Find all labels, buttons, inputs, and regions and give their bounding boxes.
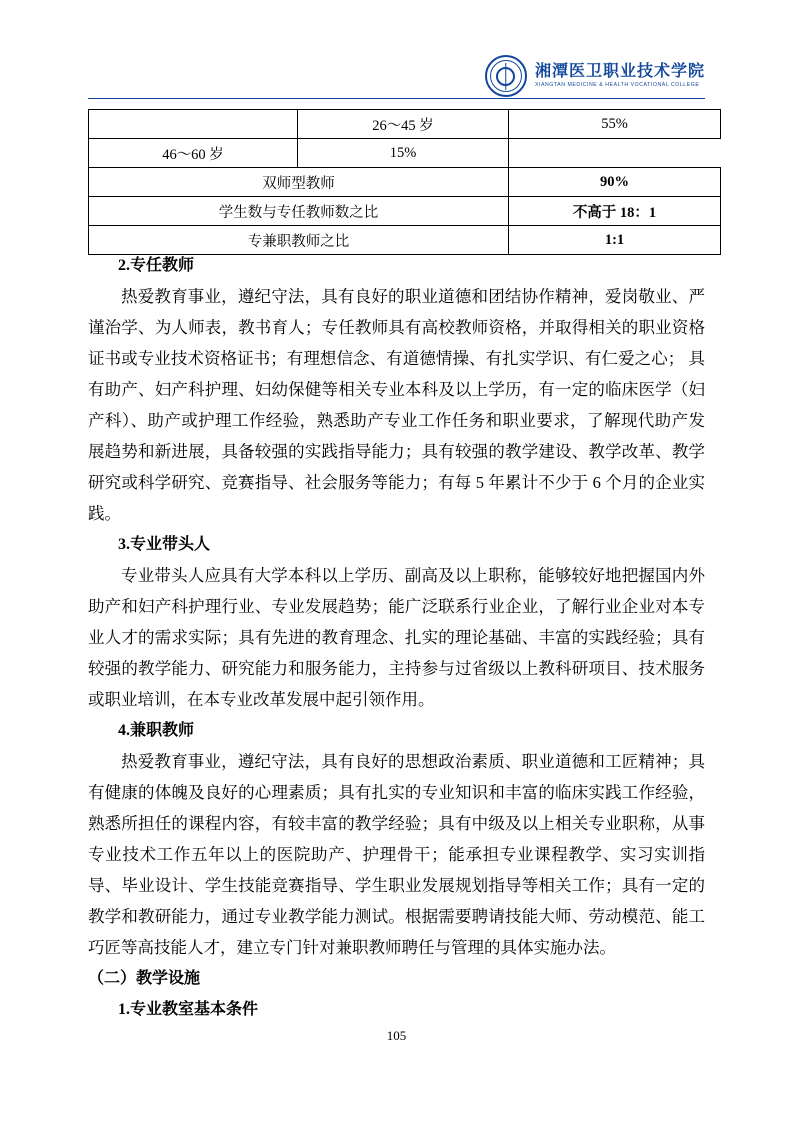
section-heading-full-time-teachers: 2.专任教师 bbox=[118, 257, 195, 274]
section-heading-part-time-teachers: 4.兼职教师 bbox=[118, 722, 195, 739]
table-cell bbox=[89, 110, 298, 139]
header-divider bbox=[88, 98, 705, 99]
table-row bbox=[89, 197, 721, 226]
table-cell: 专兼职教师之比 bbox=[89, 226, 509, 255]
table-cell: 1:1 bbox=[509, 226, 721, 255]
table-cell: 26～45 岁 bbox=[298, 110, 509, 139]
paragraph-full-time-teachers: 热爱教育事业，遵纪守法，具有良好的职业道德和团结协作精神，爱岗敬业、严谨治学、为人师表，教书育人；专任教师具有高校教师资格，并取得相关的职业资格证书或专业技术资格证书；有理想信念、有道德情操、有扎实学识、有仁爱之心； 具有助产、妇产科护理、妇幼保健等相关专业本科及以上学历，有一定的临床医学（妇产科）、助产或护理工作经验，熟悉助产专业工作任务和职业要求，了解现代助产发展趋势和新进展，具备较强的实践指导能力；具有较强的教学建设、教学改革、教学研究或科学研究、竞赛指导、社会服务等能力；有每 5 年累计不少于 6 个月的企业实践。 bbox=[88, 287, 705, 523]
table-cell: 双师型教师 bbox=[89, 168, 509, 197]
table-cell: 90% bbox=[509, 168, 721, 197]
college-name-en: XIANGTAN MEDICINE & HEALTH VOCATIONAL COLLEGE bbox=[534, 81, 700, 88]
table-row bbox=[89, 110, 721, 139]
table-cell: 15% bbox=[298, 139, 509, 168]
table-cell: 55% bbox=[509, 110, 721, 139]
section-heading-classroom-conditions: 1.专业教室基本条件 bbox=[118, 1001, 259, 1018]
document-body bbox=[88, 250, 705, 1025]
college-name-cn: 湘潭医卫职业技术学院 bbox=[534, 62, 705, 80]
section-heading-teaching-facilities: （二）教学设施 bbox=[88, 970, 201, 987]
college-logo bbox=[485, 55, 705, 97]
teacher-requirements-table-wrapper bbox=[88, 109, 705, 255]
teacher-requirements-table bbox=[88, 109, 721, 255]
section-heading-professional-leader: 3.专业带头人 bbox=[118, 536, 211, 553]
table-cell: 学生数与专任教师数之比 bbox=[89, 197, 509, 226]
paragraph-part-time-teachers: 热爱教育事业，遵纪守法，具有良好的思想政治素质、职业道德和工匠精神；具有健康的体魄及良好的心理素质；具有扎实的专业知识和丰富的临床实践工作经验，熟悉所担任的课程内容，有较丰富的教学经验；具有中级及以上相关专业职称，从事专业技术工作五年以上的医院助产、护理骨干；能承担专业课程教学、实习实训指导、毕业设计、学生技能竞赛指导、学生职业发展规划指导等相关工作；具有一定的教学和教研能力，通过专业教学能力测试。根据需要聘请技能大师、劳动模范、能工巧匠等高技能人才，建立专门针对兼职教师聘任与管理的具体实施办法。 bbox=[88, 752, 705, 957]
table-cell: 不高于 18：1 bbox=[509, 197, 721, 226]
paragraph-professional-leader: 专业带头人应具有大学本科以上学历、副高及以上职称，能够较好地把握国内外助产和妇产科护理行业、专业发展趋势；能广泛联系行业企业，了解行业企业对本专业人才的需求实际；具有先进的教育理念、扎实的理论基础、丰富的实践经验；具有较强的教学能力、研究能力和服务能力，主持参与过省级以上教科研项目、技术服务或职业培训，在本专业改革发展中起引领作用。 bbox=[88, 566, 705, 709]
college-seal-icon bbox=[485, 55, 527, 97]
college-logo-text bbox=[535, 64, 705, 88]
page-number: 105 bbox=[386, 1028, 407, 1043]
table-row bbox=[89, 139, 721, 168]
table-cell: 46～60 岁 bbox=[89, 139, 298, 168]
table-row bbox=[89, 168, 721, 197]
